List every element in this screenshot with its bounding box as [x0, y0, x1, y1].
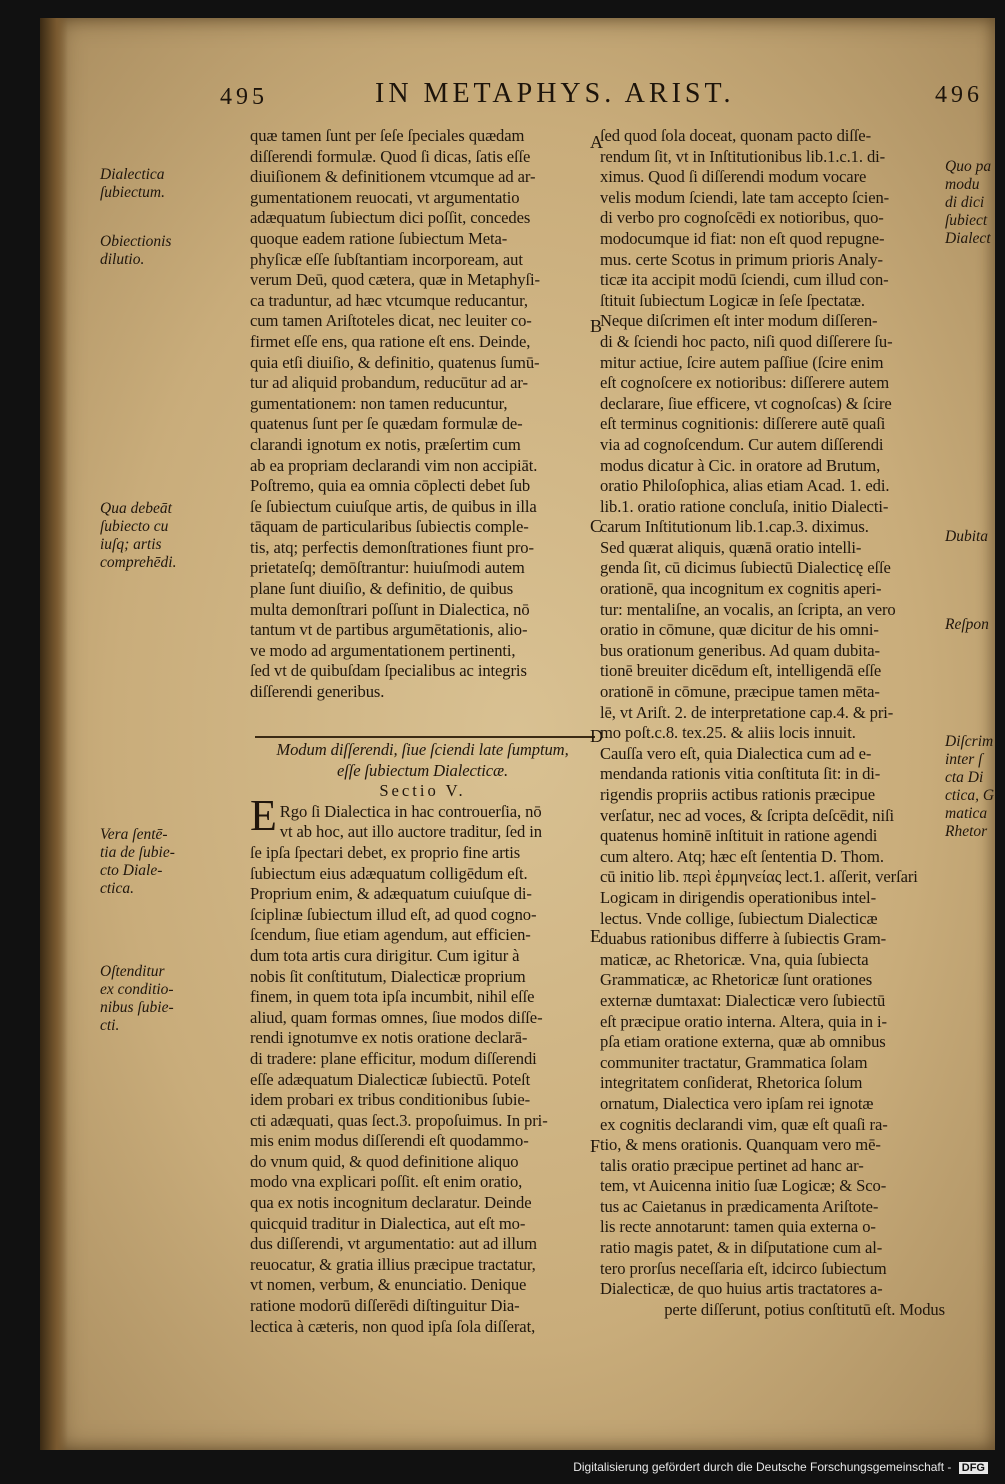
text-line: reuocatur, & gratia illius præcipue tractatur,: [250, 1254, 536, 1274]
text-line: cum altero. Atq; hæc eſt ſententia D. Thom.: [600, 846, 884, 866]
text-line: di & ſciendi hoc pacto, niſi quod diſſerere ſu-: [600, 331, 893, 351]
margin-note: Dubita: [945, 528, 989, 545]
text-line: communiter tractatur, Grammatica ſolam: [600, 1052, 868, 1072]
text-line: orationē, qua incognitum ex cognitis aperi-: [600, 579, 882, 599]
text-line: tus ac Caietanus in prædicamenta Ariſtote-: [600, 1196, 879, 1216]
section-letter: F: [590, 1136, 601, 1156]
text-line: integritatem conſiderat, Rhetorica ſolum: [600, 1073, 863, 1093]
text-line: lib.1. oratio ratione concluſa, initio Dialecti-: [600, 496, 889, 516]
text-line: ſe ipſa ſpectari debet, ex proprio fine artis: [250, 842, 521, 862]
left-column-section-v: [250, 740, 595, 1337]
text-line: tero prorſus neceſſaria eſt, idcirco ſubiectum: [600, 1258, 887, 1278]
text-line: diſſerendi formulæ. Quod ſi dicas, ſatis eſſe: [250, 146, 531, 166]
section-letter: A: [590, 132, 603, 152]
book-spine: [40, 18, 68, 1450]
text-line: ſciplinæ ſubiectum illud eſt, ad quod cogno-: [250, 904, 537, 924]
section-letter: E: [590, 926, 601, 946]
text-line: Neque diſcrimen eſt inter modum diſſeren-: [600, 311, 878, 331]
text-line: declarare, ſiue efficere, vt cognoſcas) & ſcire: [600, 393, 892, 413]
text-line: ratione modorū diſſerēdi diſtinguitur Dia-: [250, 1296, 520, 1316]
text-line: do vnum quid, & quod definitione aliquo: [250, 1151, 519, 1171]
page-number-left: 495: [220, 84, 268, 110]
text-line: dum tota artis cura dirigitur. Cum igitur à: [250, 945, 520, 965]
text-line: eſt cognoſcere ex notioribus: diſſerere autem: [600, 373, 890, 393]
text-line: gumentationem: non tamen reducuntur,: [250, 393, 508, 413]
text-line: tur ad aliquid probandum, reducūtur ad ar-: [250, 373, 528, 393]
text-line: aliud, quam formas omnes, ſiue modos diſſe-: [250, 1007, 543, 1027]
text-line: modo vna explicari poſſit. eſt enim oratio,: [250, 1172, 523, 1192]
text-line: ſubiectum eius adæquatum colligēdum eſt.: [250, 863, 528, 883]
text-line: lectica à cæteris, non quod ipſa ſola diſſerat,: [250, 1316, 536, 1336]
text-line: mitur actiue, ſcire autem paſſiue (ſcire enim: [600, 352, 884, 372]
text-line: ERgo ſi Dialectica in hac controuerſia, nō: [250, 790, 542, 840]
margin-note: Qua debeāt ſubiecto cu iuſq; artis comprehēdi.: [100, 500, 177, 571]
text-line: prietateſq; demōſtrantur: huiuſmodi autem: [250, 558, 525, 578]
text-line: multa demonſtrari poſſunt in Dialectica, nō: [250, 599, 530, 619]
running-title: IN METAPHYS. ARIST.: [375, 78, 735, 109]
text-line: tantum vt de partibus argumētationis, alio-: [250, 620, 528, 640]
text-line: mendanda rationis vitia conſtituta ſit: in di-: [600, 764, 881, 784]
text-line: tio, & mens orationis. Quanquam vero mē-: [600, 1135, 881, 1155]
text-line: quia etſi diuiſio, & definitio, quatenus ſumū-: [250, 352, 540, 372]
text-line: plane ſunt diuiſio, & definitio, de quibus: [250, 579, 514, 599]
text-line: verum Deū, quod cætera, quæ in Metaphyſi-: [250, 270, 540, 290]
text-line: rigendis propriis actibus rationis præcipue: [600, 785, 875, 804]
text-line: ex cognitis declarandi vim, quæ eſt quaſi ra-: [600, 1114, 888, 1134]
text-line: orationē in cōmune, præcipue tamen mēta-: [600, 682, 880, 702]
section-number: Sectio V.: [379, 781, 466, 801]
text-line: maticæ, ac Rhetoricæ. Vna, quia ſubiecta: [600, 949, 869, 969]
text-line: cū initio lib. περὶ ἑρμηνείας lect.1. aſſerit, verſari: [600, 867, 918, 887]
text-line: cum tamen Ariſtoteles dicat, nec leuiter co-: [250, 311, 532, 331]
dfg-logo: DFG: [959, 1462, 988, 1474]
footer-text: Digitalisierung gefördert durch die Deutsche Forschungsgemeinschaft -: [573, 1460, 952, 1474]
text-line: via ad cognoſcendum. Cur autem diſſerendi: [600, 434, 884, 454]
text-line: tur: mentaliſne, an vocalis, an ſcripta, an vero: [600, 599, 896, 619]
text-line: firmet eſſe ens, qua ratione eſt ens. Deinde,: [250, 331, 531, 351]
text-line: ximus. Quod ſi diſſerendi modum vocare: [600, 167, 867, 187]
text-line: di tradere: plane efficitur, modum diſſerendi: [250, 1048, 537, 1068]
text-line: ſtituit ſubiectum Logicæ in ſeſe ſpectatæ.: [600, 290, 865, 310]
text-line: tionē breuiter dicēdum eſt, intelligendā eſſe: [600, 661, 882, 681]
text-line: tāquam de particularibus ſubiectis comple-: [250, 517, 529, 537]
text-line: lē, vt Ariſt. 2. de interpretatione cap.4. & pri-: [600, 702, 894, 722]
text-line: Proprium enim, & adæquatum cuiuſque di-: [250, 884, 532, 904]
text-line: talis oratio præcipue pertinet ad hanc ar-: [600, 1155, 864, 1175]
text-line: eſt terminus cognitionis: diſſerere autē quaſi: [600, 414, 886, 434]
page-number-right: 496: [935, 82, 983, 108]
text-line: quoque eadem ratione ſubiectum Meta-: [250, 228, 508, 248]
text-line: eſſe adæquatum Dialecticæ ſubiectū. Poteſt: [250, 1069, 531, 1089]
text-line: qua ex notis incognitum declaratur. Deinde: [250, 1193, 532, 1213]
text-line: perte diſſerunt, potius conſtitutū eſt. Modus: [664, 1299, 945, 1319]
text-line: clarandi ignotum ex notis, præſertim cum: [250, 434, 521, 454]
text-line: mo poſt.c.8. tex.25. & aliis locis innuit.: [600, 723, 856, 743]
text-line: mus. certe Scotus in primum prioris Analy-: [600, 249, 883, 269]
text-line: quatenus ſunt per ſe quædam formulæ de-: [250, 414, 523, 434]
text-line: quicquid traditur in Dialectica, aut eſt mo-: [250, 1213, 526, 1233]
text-line: bus orationum generibus. Ad quam dubita-: [600, 640, 880, 660]
text-line: ab ea propriam declarandi vim non accipiāt.: [250, 455, 538, 475]
text-line: velis modum ſciendi, late tam accepto ſcien-: [600, 187, 890, 207]
text-line: pſa etiam oratione externa, quæ ab omnibus: [600, 1032, 886, 1052]
text-line: diſſerendi generibus.: [250, 682, 385, 702]
section-letter: B: [590, 316, 603, 336]
section-heading: eſſe ſubiectum Dialecticæ.: [336, 760, 509, 780]
text-line: Logicam in dirigendis operationibus intel-: [600, 887, 876, 907]
text-line: externæ dumtaxat: Dialecticæ vero ſubiectū: [600, 990, 886, 1010]
text-line: oratio in cōmune, quæ dicitur de his omni-: [600, 620, 879, 640]
text-line: modus dicatur à Cic. in oratore ad Brutum,: [600, 455, 881, 475]
right-marginalia: [945, 18, 1005, 918]
margin-note: Dialectica ſubiectum.: [100, 166, 165, 201]
text-line: dus diſſerendi, vt argumentatio: aut ad illum: [250, 1234, 537, 1254]
text-line: diuiſionem & definitionem vtcumque ad ar-: [250, 167, 536, 187]
text-line: vt ab hoc, aut illo auctore traditur, ſed in: [279, 822, 542, 842]
running-header: [220, 78, 1000, 118]
text-line: ticæ ita accipit modū ſciendi, cum illud con-: [600, 270, 889, 290]
text-line: tem, vt Auicenna initio ſuæ Logicæ; & Sco-: [600, 1176, 887, 1196]
text-line: vt nomen, verbum, & enunciatio. Denique: [250, 1275, 527, 1295]
text-line: ve modo ad argumentationem pertinenti,: [250, 640, 516, 660]
text-line: ratio magis patet, & in diſputatione cum al-: [600, 1238, 883, 1258]
text-line: cti adæquati, quas ſect.3. propoſuimus. In pri-: [250, 1110, 548, 1130]
margin-note: Reſpon: [945, 616, 989, 633]
margin-note: Quo pa modu di dici ſubiect Dialect: [945, 158, 992, 247]
text-line: carum Inſtitutionum lib.1.cap.3. diximus.: [600, 517, 869, 537]
text-line: phyſicæ eſſe ſubſtantiam incorpoream, aut: [250, 249, 523, 269]
text-line: verſatur, nec ad voces, & ſcripta deſcēdit, niſi: [600, 805, 895, 825]
left-column-text: [250, 126, 595, 703]
section-divider: [255, 736, 595, 738]
margin-note: Diſcrim inter ſ cta Di ctica, G matica Rhetor: [945, 733, 995, 840]
text-line: rendum ſit, vt in Inſtitutionibus lib.1.c.1. di-: [600, 146, 886, 166]
margin-note: Oſtenditur ex conditio- nibus ſubie- cti.: [100, 963, 174, 1034]
text-line: quæ tamen ſunt per ſeſe ſpeciales quædam: [250, 126, 525, 145]
section-heading: Modum diſſerendi, ſiue ſciendi late ſumptum,: [276, 740, 569, 759]
text-line: Dialecticæ, de quo huius artis tractatores a-: [600, 1279, 883, 1299]
text-line: Grammaticæ, ac Rhetoricæ ſunt orationes: [600, 970, 873, 990]
text-line: ſed quod ſola doceat, quonam pacto diſſe-: [600, 126, 871, 145]
text-line: ca traduntur, ad hæc vtcumque reducantur,: [250, 290, 528, 310]
text-line: ornatum, Dialectica vero ipſam rei ignotæ: [600, 1093, 874, 1113]
text-line: mis enim modus diſſerendi eſt quodammo-: [250, 1131, 529, 1151]
text-line: Poſtremo, quia ea omnia cōplecti debet ſub: [250, 476, 531, 496]
text-line: ſed vt de quibuſdam ſpecialibus ac integris: [250, 661, 527, 681]
text-line: di verbo pro cognoſcēdi ex notioribus, quo-: [600, 208, 884, 228]
book-page: [40, 18, 995, 1450]
text-line: nobis ſit conſtitutum, Dialecticæ proprium: [250, 966, 526, 986]
text-line: Sed quærat aliquis, quænā oratio intelli-: [600, 537, 862, 557]
text-line: lis recte annotarunt: tamen quia externa o-: [600, 1217, 876, 1237]
text-line: oratio Philoſophica, alias etiam Acad. 1. edi.: [600, 476, 890, 496]
text-line: ſe ſubiectum cuiuſque artis, de quibus in illa: [250, 496, 537, 516]
margin-note: Vera ſentē- tia de ſubie- cto Diale- ctica.: [100, 826, 175, 897]
text-line: adæquatum ſubiectum dici poſſit, concedes: [250, 208, 531, 228]
right-column-text: [600, 126, 945, 1320]
section-letter: D: [590, 726, 603, 746]
text-line: modocumque id fiat: non eſt quod repugne-: [600, 228, 885, 248]
text-line: idem probari ex tribus conditionibus ſubie-: [250, 1090, 531, 1110]
text-line: eſt præcipue oratio interna. Altera, quia in i-: [600, 1011, 887, 1031]
digitization-footer: [573, 1460, 988, 1474]
section-letter: C: [590, 516, 603, 536]
margin-note: Obiectionis dilutio.: [100, 233, 172, 268]
text-line: duabus rationibus differre à ſubiectis Gram-: [600, 929, 887, 949]
text-line: lectus. Vnde collige, ſubiectum Dialecticæ: [600, 908, 878, 928]
text-line: tis, atq; perfectis demonſtrationes fiunt pro-: [250, 537, 534, 557]
text-line: ſcendum, ſiue etiam agendum, aut efficien-: [250, 925, 531, 945]
text-line: Cauſſa vero eſt, quia Dialectica cum ad e-: [600, 743, 872, 763]
text-line: quatenus hominē inſtituit in ratione agendi: [600, 826, 878, 846]
text-line: finem, in quem tota ipſa incumbit, nihil eſſe: [250, 987, 535, 1007]
text-line: genda ſit, cū dicimus ſubiectū Dialecticę eſſe: [600, 558, 891, 578]
text-line: gumentationem reuocati, vt argumentatio: [250, 187, 520, 207]
text-line: rendi ignotumve ex notis oratione declarā-: [250, 1028, 528, 1048]
